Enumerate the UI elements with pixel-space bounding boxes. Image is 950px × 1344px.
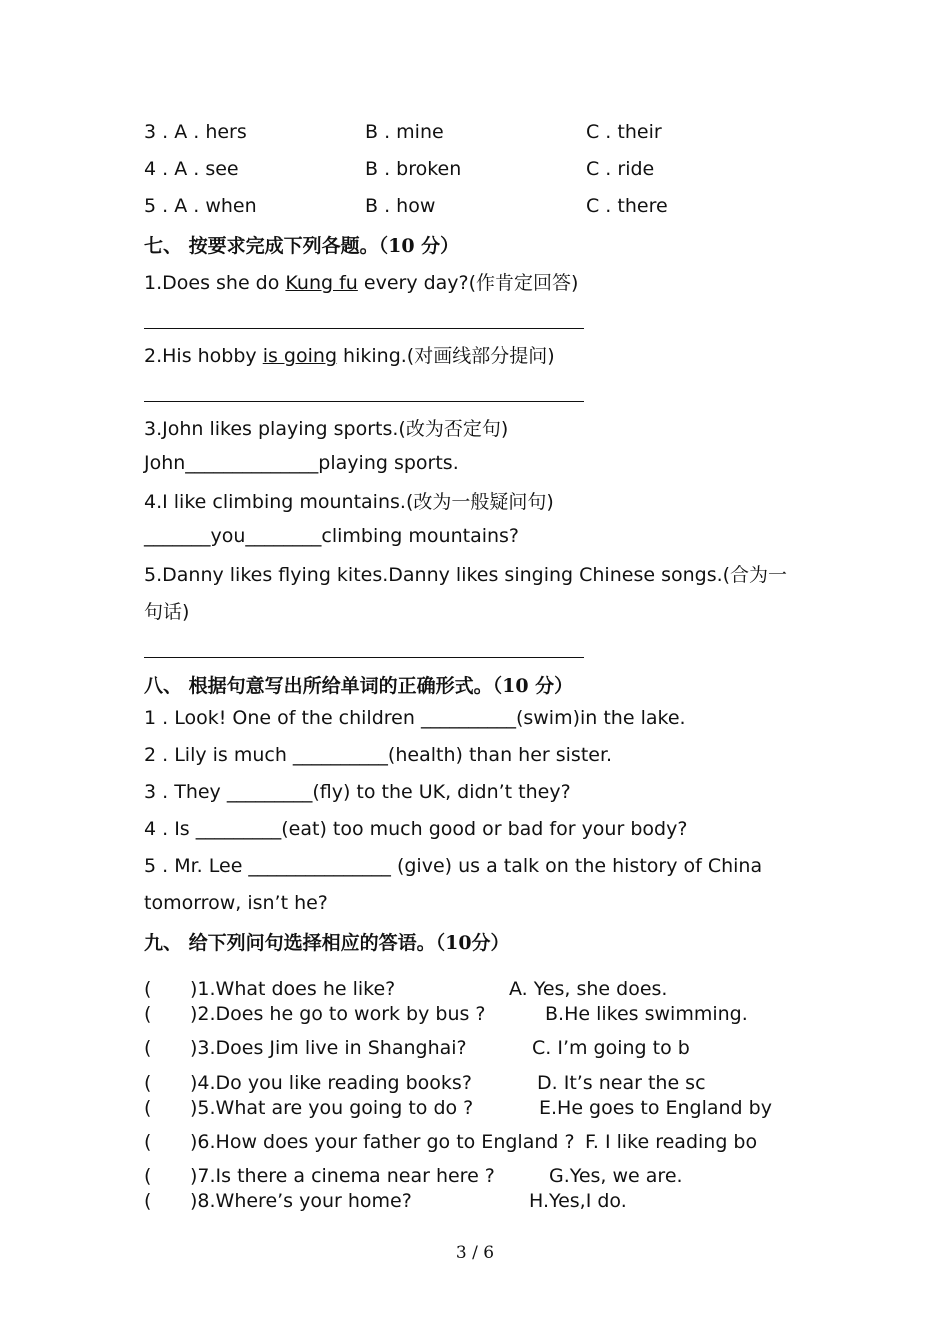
q1-underlined: Kung fu: [285, 272, 358, 294]
match-answer: E.He goes to England by: [539, 1097, 772, 1119]
choice-row: [144, 195, 668, 217]
match-row: [144, 1072, 844, 1096]
match-row: [144, 1190, 844, 1214]
section-8-item: 5 . Mr. Lee _______________ (give) us a talk on the history of China: [144, 855, 763, 877]
q1-instruction: every day?(作肯定回答): [357, 272, 579, 294]
match-question: )8.Where’s your home?: [190, 1190, 412, 1212]
section-8-item: 1 . Look! One of the children __________(swim)in the lake.: [144, 707, 686, 729]
match-question: )2.Does he go to work by bus ?: [190, 1003, 486, 1025]
section-8-item: 3 . They _________(fly) to the UK, didn’t they?: [144, 781, 571, 803]
page-number: 3 / 6: [455, 1243, 495, 1263]
match-question: )6.How does your father go to England ?: [190, 1131, 575, 1153]
match-answer: B.He likes swimming.: [545, 1003, 748, 1025]
answer-blank: (: [144, 1131, 152, 1153]
choice-b: B . broken: [365, 158, 462, 180]
choice-b: B . mine: [365, 121, 444, 143]
answer-blank: (: [144, 1190, 152, 1212]
answer-blank: (: [144, 1097, 152, 1119]
section-7-q4-answer: _______you________climbing mountains?: [144, 525, 520, 547]
match-question: )3.Does Jim live in Shanghai?: [190, 1037, 467, 1059]
choice-row: [144, 121, 662, 143]
choice-c: C . ride: [586, 158, 655, 180]
choice-a: 3 . A . hers: [144, 121, 247, 143]
section-7-q4: 4.I like climbing mountains.(改为一般疑问句): [144, 491, 554, 513]
choice-a: 4 . A . see: [144, 158, 239, 180]
match-question: )7.Is there a cinema near here ?: [190, 1165, 495, 1187]
choice-c: C . their: [586, 121, 662, 143]
match-row: [144, 1037, 844, 1061]
section-9-heading: 九、 给下列问句选择相应的答语。（10分）: [144, 932, 510, 954]
answer-line: [144, 401, 584, 402]
match-answer: D. It’s near the sc: [537, 1072, 706, 1094]
q1-text: 1.Does she do: [144, 272, 286, 294]
choice-row: [144, 158, 655, 180]
q2-underlined: is going: [262, 345, 338, 367]
section-7-q5: 5.Danny likes flying kites.Danny likes singing Chinese songs.(合为一: [144, 564, 788, 586]
q2-text: 2.His hobby: [144, 345, 263, 367]
match-row: [144, 1097, 844, 1121]
q2-instruction: hiking.(对画线部分提问): [337, 345, 555, 367]
section-8-heading: 八、 根据句意写出所给单词的正确形式。（10 分）: [144, 675, 574, 697]
section-8-item: 2 . Lily is much __________(health) than her sister.: [144, 744, 613, 766]
match-row: [144, 1165, 844, 1189]
section-7-q5-cont: 句话): [144, 601, 190, 623]
section-8-item-cont: tomorrow, isn’t he?: [144, 892, 328, 914]
answer-line: [144, 657, 584, 658]
section-7-q3: 3.John likes playing sports.(改为否定句): [144, 418, 509, 440]
match-question: )4.Do you like reading books?: [190, 1072, 472, 1094]
answer-blank: (: [144, 1003, 152, 1025]
match-answer: F. I like reading bo: [585, 1131, 758, 1153]
match-row: [144, 978, 844, 1002]
match-answer: A. Yes, she does.: [509, 978, 668, 1000]
section-7-q1: [144, 268, 578, 295]
choice-a: 5 . A . when: [144, 195, 257, 217]
match-question: )1.What does he like?: [190, 978, 396, 1000]
answer-blank: (: [144, 978, 152, 1000]
choice-c: C . there: [586, 195, 668, 217]
match-question: )5.What are you going to do ?: [190, 1097, 474, 1119]
section-8-item: 4 . Is _________(eat) too much good or bad for your body?: [144, 818, 688, 840]
match-answer: G.Yes, we are.: [549, 1165, 683, 1187]
section-7-q3-answer: John______________playing sports.: [144, 452, 459, 474]
answer-blank: (: [144, 1165, 152, 1187]
section-7-heading: 七、 按要求完成下列各题。（10 分）: [144, 235, 460, 257]
match-answer: H.Yes,I do.: [529, 1190, 627, 1212]
choice-b: B . how: [365, 195, 436, 217]
answer-line: [144, 328, 584, 329]
match-answer: C. I’m going to b: [532, 1037, 690, 1059]
section-7-q2: [144, 341, 555, 368]
match-row: [144, 1131, 844, 1155]
match-row: [144, 1003, 844, 1027]
answer-blank: (: [144, 1037, 152, 1059]
answer-blank: (: [144, 1072, 152, 1094]
